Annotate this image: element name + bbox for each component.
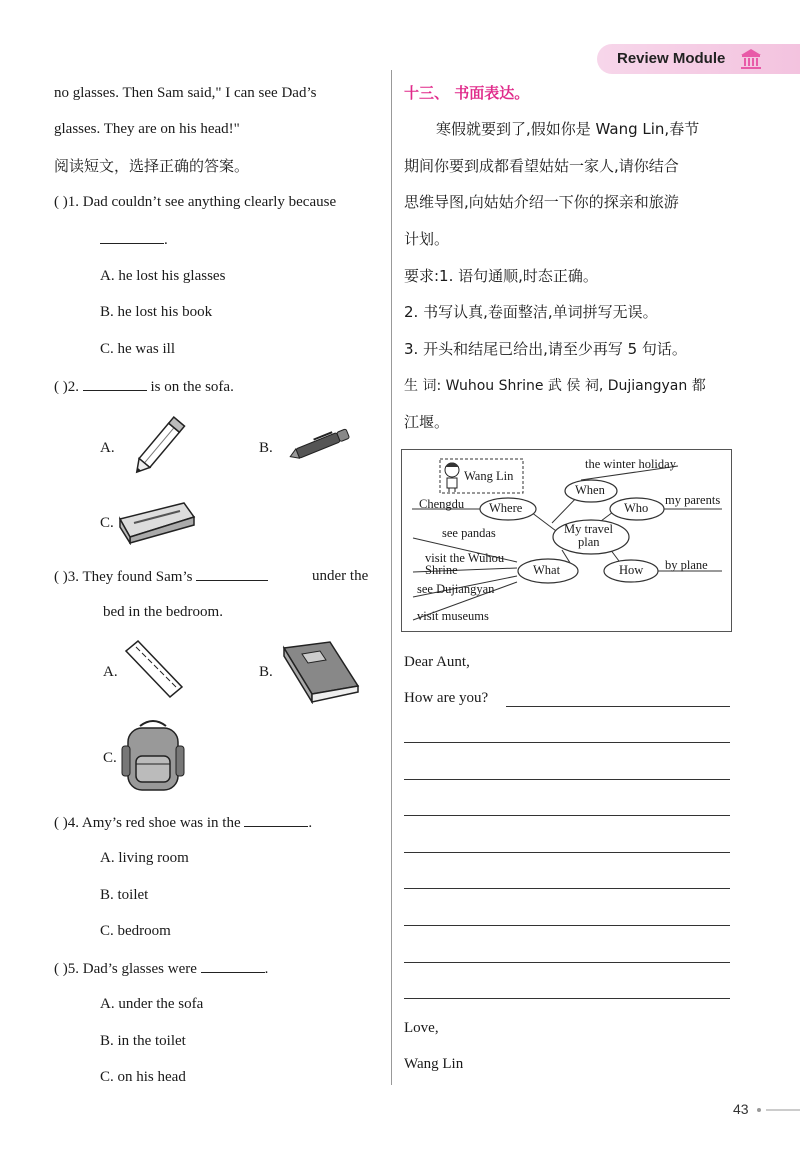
q3-line-2: bed in the bedroom. — [103, 604, 223, 620]
map-how: How — [619, 563, 644, 577]
map-what-item: visit the Wuhou — [425, 551, 505, 565]
module-title: Review Module — [617, 50, 726, 67]
map-center-1: My travel — [564, 522, 613, 536]
writing-line[interactable] — [404, 815, 730, 816]
passage-line-1: no glasses. Then Sam said," I can see Dad’s — [54, 85, 317, 101]
q4-option-b: B. toilet — [100, 887, 149, 903]
q3-option-c-label: C. — [103, 750, 117, 766]
q5-option-a: A. under the sofa — [100, 996, 204, 1012]
footer-rule — [766, 1109, 800, 1111]
reading-instruction: 阅读短文，选择正确的答案。 — [54, 157, 250, 175]
module-header-tab — [597, 44, 800, 74]
question-1: ( )1. Dad couldn’t see anything clearly because — [54, 194, 337, 210]
writing-line[interactable] — [506, 706, 730, 707]
q5-option-b: B. in the toilet — [100, 1033, 186, 1049]
q2-option-a-label: A. — [100, 440, 115, 456]
map-what-item: visit museums — [417, 609, 489, 623]
q1-option-b: B. he lost his book — [100, 304, 213, 320]
answer-blank[interactable] — [100, 229, 164, 244]
letter-closing: Love, — [404, 1020, 439, 1036]
map-who-item: my parents — [665, 493, 721, 507]
q2-suffix: is on the sofa. — [150, 379, 234, 395]
letter-signature: Wang Lin — [404, 1056, 464, 1072]
writing-line[interactable] — [404, 779, 730, 780]
q3-suffix: under the — [312, 568, 369, 584]
map-center-2: plan — [578, 535, 600, 549]
writing-line[interactable] — [404, 742, 730, 743]
requirement-1: 要求:1. 语句通顺,时态正确。 — [404, 267, 598, 285]
map-when-item: the winter holiday — [585, 457, 676, 471]
q1-option-c: C. he was ill — [100, 341, 175, 357]
question-4 — [54, 812, 312, 833]
requirement-3: 3. 开头和结尾已给出,请至少再写 5 句话。 — [404, 340, 687, 358]
map-where-item: Chengdu — [419, 497, 465, 511]
pencil-icon — [125, 410, 195, 482]
q5-suffix: . — [264, 961, 269, 977]
q5-option-c: C. on his head — [100, 1069, 186, 1085]
q2-option-b-label: B. — [259, 440, 273, 456]
question-2 — [54, 376, 234, 397]
writing-line[interactable] — [404, 888, 730, 889]
letter-salutation: Dear Aunt, — [404, 654, 470, 670]
requirement-2: 2. 书写认真,卷面整洁,单词拼写无误。 — [404, 303, 658, 321]
question-5 — [54, 958, 268, 979]
map-what: What — [533, 563, 561, 577]
vocab-line-1: 生 词: Wuhou Shrine 武 侯 祠, Dujiangyan 都 — [404, 378, 706, 394]
answer-blank[interactable] — [244, 812, 308, 827]
answer-blank[interactable] — [83, 376, 147, 391]
pencil-case-icon — [114, 497, 198, 545]
q3-option-b-label: B. — [259, 664, 273, 680]
q3-prefix: ( )3. They found Sam’s — [54, 569, 193, 585]
question-3 — [54, 566, 268, 587]
q3-option-a-label: A. — [103, 664, 118, 680]
column-divider — [391, 70, 392, 1085]
passage-line-2: glasses. They are on his head!" — [54, 121, 240, 137]
map-how-item: by plane — [665, 558, 708, 572]
writing-line[interactable] — [404, 962, 730, 963]
map-what-item: see pandas — [442, 526, 496, 540]
map-where: Where — [489, 501, 523, 515]
intro-line-3: 思维导图,向姑姑介绍一下你的探亲和旅游 — [404, 193, 679, 211]
intro-line-1: 寒假就要到了,假如你是 Wang Lin,春节 — [436, 120, 700, 138]
q2-prefix: ( )2. — [54, 379, 79, 395]
pen-icon — [286, 425, 352, 465]
mind-map-connectors — [402, 450, 733, 633]
writing-line[interactable] — [404, 925, 730, 926]
map-name: Wang Lin — [464, 469, 514, 483]
map-who: Who — [624, 501, 649, 515]
ruler-icon — [122, 637, 186, 701]
intro-line-4: 计划。 — [404, 230, 450, 248]
q5-prefix: ( )5. Dad’s glasses were — [54, 961, 197, 977]
letter-opening: How are you? — [404, 690, 489, 706]
vocab-line-2: 江堰。 — [404, 413, 450, 431]
writing-line[interactable] — [404, 852, 730, 853]
section-title: 十三、 书面表达。 — [404, 84, 530, 102]
q4-suffix: . — [308, 815, 313, 831]
q4-option-a: A. living room — [100, 850, 189, 866]
q1-option-a: A. he lost his glasses — [100, 268, 226, 284]
page-number: 43 — [733, 1101, 749, 1117]
book-icon — [280, 640, 362, 704]
q4-option-c: C. bedroom — [100, 923, 171, 939]
intro-line-2: 期间你要到成都看望姑姑一家人,请你结合 — [404, 157, 679, 175]
temple-icon — [739, 47, 763, 71]
mind-map — [401, 449, 732, 632]
map-when: When — [575, 483, 605, 497]
q2-option-c-label: C. — [100, 515, 114, 531]
answer-blank[interactable] — [201, 958, 265, 973]
map-what-item: see Dujiangyan — [417, 582, 495, 596]
writing-line[interactable] — [404, 998, 730, 999]
q4-prefix: ( )4. Amy’s red shoe was in the — [54, 815, 241, 831]
footer-dot — [757, 1108, 761, 1112]
backpack-icon — [118, 716, 188, 796]
question-1-blank-line — [100, 229, 168, 250]
answer-blank[interactable] — [196, 566, 268, 581]
q1-suffix: . — [164, 232, 168, 248]
map-what-item: Shrine — [425, 563, 458, 577]
